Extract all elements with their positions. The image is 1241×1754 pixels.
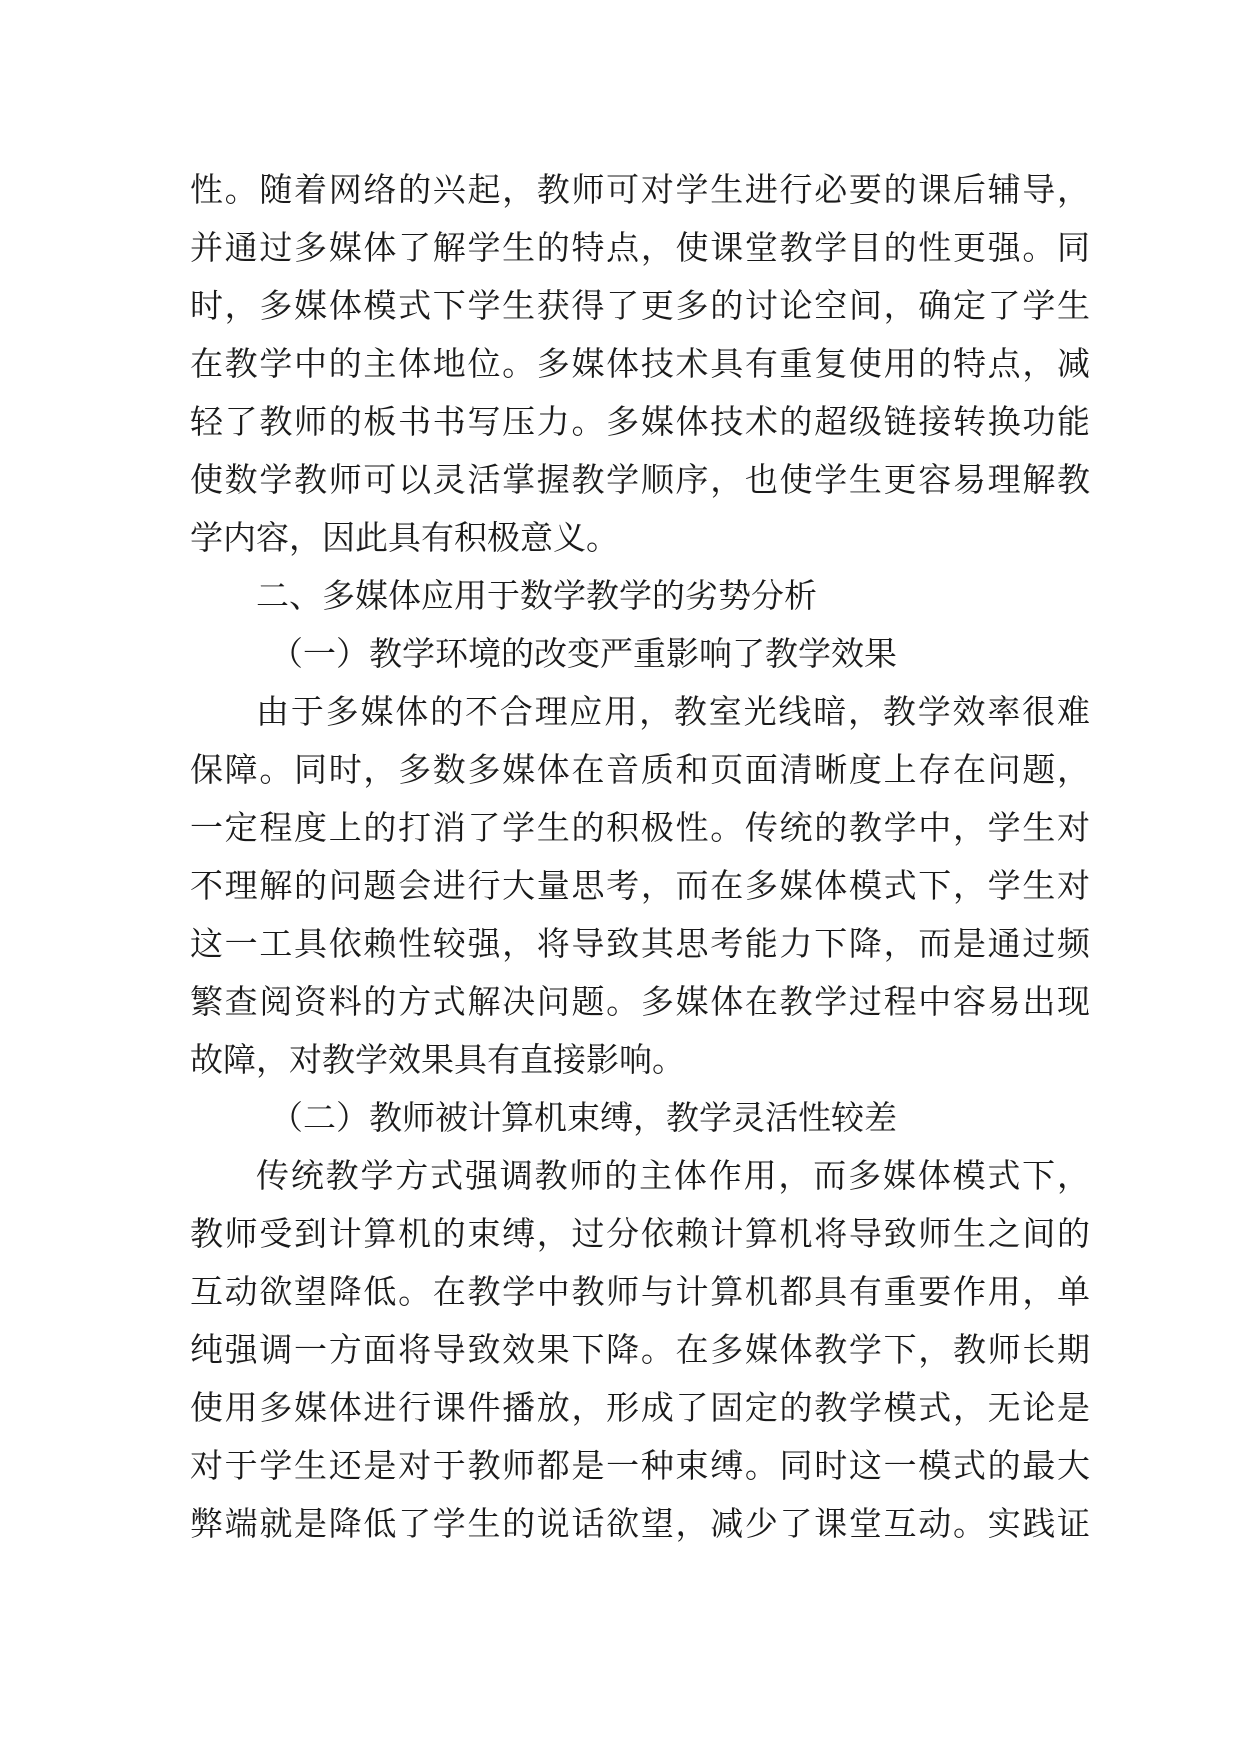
paragraph-line: 这一工具依赖性较强，将导致其思考能力下降，而是通过频 bbox=[190, 924, 1090, 963]
paragraph-line: 纯强调一方面将导致效果下降。在多媒体教学下，教师长期 bbox=[190, 1330, 1090, 1369]
paragraph-line: 故障，对教学效果具有直接影响。 bbox=[190, 1040, 685, 1079]
subsection-heading: （一）教学环境的改变严重影响了教学效果 bbox=[270, 634, 897, 673]
paragraph-line: 互动欲望降低。在教学中教师与计算机都具有重要作用，单 bbox=[190, 1272, 1090, 1311]
paragraph-line: 不理解的问题会进行大量思考，而在多媒体模式下，学生对 bbox=[190, 866, 1090, 905]
section-heading: 二、多媒体应用于数学教学的劣势分析 bbox=[256, 576, 817, 615]
paragraph-line: 繁查阅资料的方式解决问题。多媒体在教学过程中容易出现 bbox=[190, 982, 1090, 1021]
paragraph-line: 教师受到计算机的束缚，过分依赖计算机将导致师生之间的 bbox=[190, 1214, 1090, 1253]
paragraph-line: 由于多媒体的不合理应用，教室光线暗，教学效率很难 bbox=[256, 692, 1090, 731]
paragraph-line: 保障。同时，多数多媒体在音质和页面清晰度上存在问题， bbox=[190, 750, 1090, 789]
paragraph-line: 并通过多媒体了解学生的特点，使课堂教学目的性更强。同 bbox=[190, 228, 1090, 267]
paragraph-line: 弊端就是降低了学生的说话欲望，减少了课堂互动。实践证 bbox=[190, 1504, 1090, 1543]
paragraph-line: 使数学教师可以灵活掌握教学顺序，也使学生更容易理解教 bbox=[190, 460, 1090, 499]
paragraph-line: 使用多媒体进行课件播放，形成了固定的教学模式，无论是 bbox=[190, 1388, 1090, 1427]
paragraph-line: 一定程度上的打消了学生的积极性。传统的教学中，学生对 bbox=[190, 808, 1090, 847]
subsection-heading: （二）教师被计算机束缚，教学灵活性较差 bbox=[270, 1098, 897, 1137]
paragraph-line: 传统教学方式强调教师的主体作用，而多媒体模式下， bbox=[256, 1156, 1090, 1195]
paragraph-line: 时，多媒体模式下学生获得了更多的讨论空间，确定了学生 bbox=[190, 286, 1090, 325]
paragraph-line: 在教学中的主体地位。多媒体技术具有重复使用的特点，减 bbox=[190, 344, 1090, 383]
paragraph-line: 性。随着网络的兴起，教师可对学生进行必要的课后辅导， bbox=[190, 170, 1090, 209]
paragraph-line: 对于学生还是对于教师都是一种束缚。同时这一模式的最大 bbox=[190, 1446, 1090, 1485]
paragraph-line: 学内容，因此具有积极意义。 bbox=[190, 518, 619, 557]
body-text bbox=[190, 161, 1090, 1553]
paragraph-line: 轻了教师的板书书写压力。多媒体技术的超级链接转换功能 bbox=[190, 402, 1090, 441]
